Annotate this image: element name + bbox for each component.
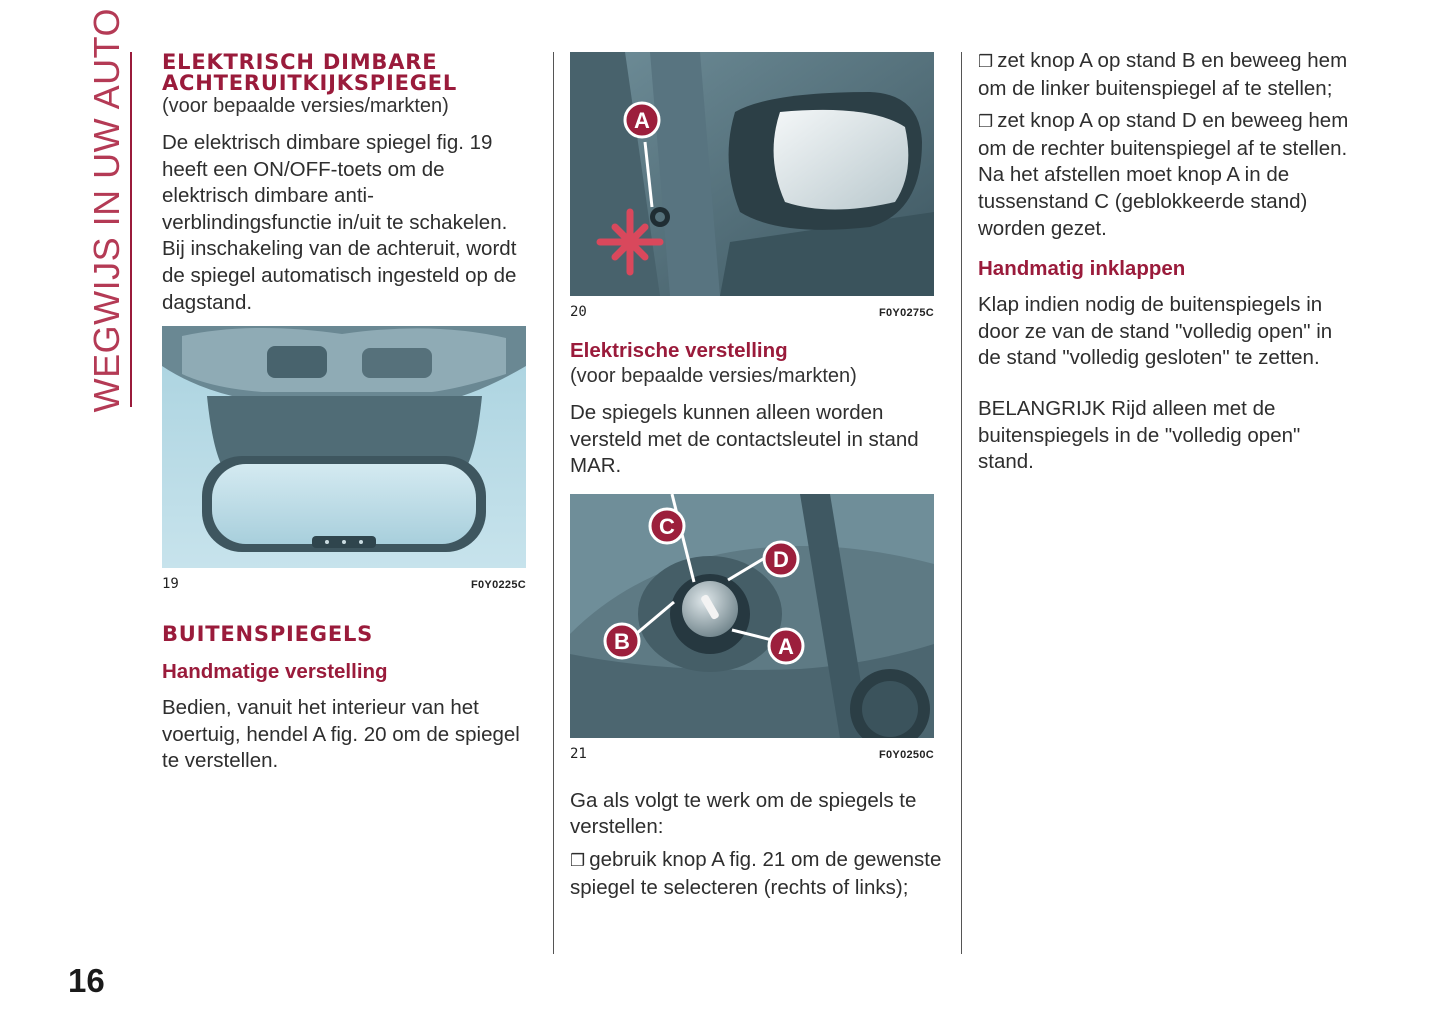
- figure-19-code: F0Y0225C: [471, 579, 526, 592]
- fig21-label-c: C: [659, 513, 675, 539]
- heading-note: (voor bepaalde versies/markten): [162, 95, 449, 117]
- subheading-manual-adjust: Handmatige verstelling: [162, 660, 388, 684]
- column-1: [162, 52, 534, 775]
- column-2: [570, 52, 942, 901]
- figure-21-caption: [570, 746, 934, 762]
- figure-19: [162, 326, 526, 592]
- subheading-electric-adjust: Elektrische verstelling: [570, 339, 788, 362]
- figure-21-number: 21: [570, 745, 587, 762]
- fig20-label-a: A: [634, 108, 650, 133]
- manual-fold-paragraph: Klap indien nodig de buitenspiegels in door ze van de stand "volledig open" in de stand "volledig gesloten" te zetten.: [978, 293, 1333, 370]
- column-divider-1: [553, 52, 554, 954]
- page-number: 16: [68, 962, 105, 999]
- chapter-title-text: WEGWIJS IN UW AUTO: [86, 7, 127, 412]
- figure-21-code: F0Y0250C: [879, 748, 934, 761]
- bullet-select-mirror: [570, 847, 942, 901]
- bullet-right-mirror-text: zet knop A op stand D en beweeg hem om de rechter buitenspiegel af te stellen.: [978, 109, 1349, 160]
- figure-21: [570, 494, 934, 762]
- figure-19-caption: [162, 576, 526, 592]
- figure-19-image: [162, 326, 526, 568]
- fig21-label-a: A: [778, 633, 794, 659]
- fig21-label-b: B: [614, 628, 630, 654]
- fig21-label-d: D: [773, 546, 789, 572]
- bullet-select-mirror-text: gebruik knop A fig. 21 om de gewenste spiegel te selecteren (rechts of links);: [570, 847, 942, 899]
- checkbox-bullet-icon: ❒: [978, 112, 994, 133]
- rearview-mirror-illustration: [162, 326, 526, 568]
- chapter-title: [82, 7, 132, 412]
- dimmable-mirror-paragraph: De elektrisch dimbare spiegel fig. 19 heeft een ON/OFF-toets om de elektrisch dimbare anti-verblindingsfunctie in/uit te schakelen. Bij inschakeling van de achteruit, wordt de spiegel automatisch ingesteld op de dagstand.: [162, 131, 517, 314]
- checkbox-bullet-icon: ❒: [978, 52, 994, 72]
- figure-20-caption: [570, 304, 934, 320]
- procedure-intro-paragraph: Ga als volgt te werk om de spiegels te verstellen:: [570, 788, 917, 839]
- heading-dimmable-mirror: [162, 52, 534, 94]
- important-note-paragraph: BELANGRIJK Rijd alleen met de buitenspiegels in de "volledig open" stand.: [978, 396, 1301, 474]
- column-divider-2: [961, 52, 962, 954]
- bullet-left-mirror: [978, 48, 1358, 102]
- heading-buitenspiegels: BUITENSPIEGELS: [162, 622, 374, 647]
- after-adjust-paragraph: Na het afstellen moet knop A in de tussenstand C (geblokkeerde stand) worden gezet.: [978, 163, 1308, 240]
- exterior-mirror-illustration: [570, 52, 934, 296]
- mirror-control-knob-illustration: [570, 494, 934, 738]
- heading-line-2: ACHTERUITKIJKSPIEGEL: [162, 71, 458, 95]
- figure-20-image: [570, 52, 934, 296]
- figure-21-image: [570, 494, 934, 738]
- figure-20-number: 20: [570, 304, 587, 320]
- figure-20: [570, 52, 934, 320]
- column-3: [978, 48, 1358, 476]
- heading-line-1: ELEKTRISCH DIMBARE: [162, 50, 438, 74]
- figure-19-number: 19: [162, 576, 179, 593]
- manual-adjust-paragraph: Bedien, vanuit het interieur van het voertuig, hendel A fig. 20 om de spiegel te verstellen.: [162, 696, 520, 773]
- sidebar-divider: [130, 52, 132, 407]
- checkbox-bullet-icon: ❒: [570, 850, 586, 871]
- electric-adjust-note: (voor bepaalde versies/markten): [570, 365, 857, 387]
- subheading-manual-fold: Handmatig inklappen: [978, 257, 1186, 281]
- bullet-left-mirror-text: zet knop A op stand B en beweeg hem om de linker buitenspiegel af te stellen;: [978, 49, 1348, 100]
- figure-20-code: F0Y0275C: [879, 307, 934, 319]
- bullet-right-mirror: [978, 108, 1358, 162]
- electric-adjust-paragraph: De spiegels kunnen alleen worden versteld met de contactsleutel in stand MAR.: [570, 401, 919, 478]
